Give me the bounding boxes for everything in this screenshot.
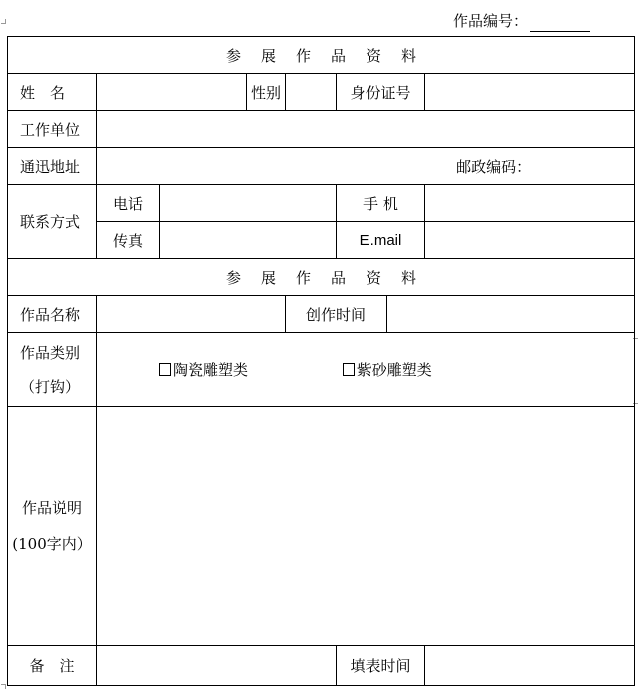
mobile-label: 手 机 [337, 185, 425, 222]
work-serial-label: 作品编号： [453, 12, 529, 30]
id-number-label: 身份证号 [337, 74, 425, 111]
corner-mark [1, 19, 6, 24]
checkbox-icon[interactable] [159, 363, 171, 376]
section-title-exhibitor: 参展作品资料 [8, 37, 635, 74]
description-label-line2: (100字内） [12, 535, 92, 553]
work-name-field[interactable] [97, 296, 286, 333]
gender-field[interactable] [286, 74, 337, 111]
category-label [8, 333, 97, 407]
employer-field[interactable] [97, 111, 635, 148]
category-option-ceramic[interactable] [159, 359, 248, 380]
category-options [97, 333, 635, 407]
address-field[interactable] [97, 148, 635, 185]
entry-form-table [7, 36, 635, 686]
name-field[interactable] [97, 74, 247, 111]
email-field[interactable] [425, 222, 635, 259]
remarks-field[interactable] [97, 646, 337, 686]
fill-date-field[interactable] [425, 646, 635, 686]
section-title-work: 参展作品资料 [8, 259, 635, 296]
email-label: E.mail [337, 222, 425, 259]
fax-field[interactable] [160, 222, 337, 259]
contact-label: 联系方式 [8, 185, 97, 259]
fax-label: 传真 [97, 222, 160, 259]
description-field[interactable] [97, 407, 635, 646]
category-option-zisha[interactable] [343, 359, 432, 380]
category-label-line1: 作品类别 [20, 343, 81, 362]
name-label: 姓 名 [8, 74, 97, 111]
creation-date-label: 创作时间 [286, 296, 387, 333]
description-label [8, 407, 97, 646]
category-label-line2: （打钩） [20, 377, 81, 396]
fill-date-label: 填表时间 [337, 646, 425, 686]
employer-label: 工作单位 [8, 111, 97, 148]
category-option-zisha-label: 紫砂雕塑类 [356, 361, 432, 379]
phone-label: 电话 [97, 185, 160, 222]
address-label: 通迅地址 [8, 148, 97, 185]
work-serial-number [453, 10, 590, 32]
work-name-label: 作品名称 [8, 296, 97, 333]
id-number-field[interactable] [425, 74, 635, 111]
checkbox-icon[interactable] [343, 363, 355, 376]
remarks-label: 备 注 [8, 646, 97, 686]
mobile-field[interactable] [425, 185, 635, 222]
work-serial-blank[interactable] [530, 17, 590, 32]
category-option-ceramic-label: 陶瓷雕塑类 [173, 361, 249, 379]
creation-date-field[interactable] [387, 296, 635, 333]
gender-label: 性别 [247, 74, 286, 111]
phone-field[interactable] [160, 185, 337, 222]
description-label-line1: 作品说明 [21, 499, 82, 517]
postcode-label: 邮政编码： [456, 157, 532, 176]
